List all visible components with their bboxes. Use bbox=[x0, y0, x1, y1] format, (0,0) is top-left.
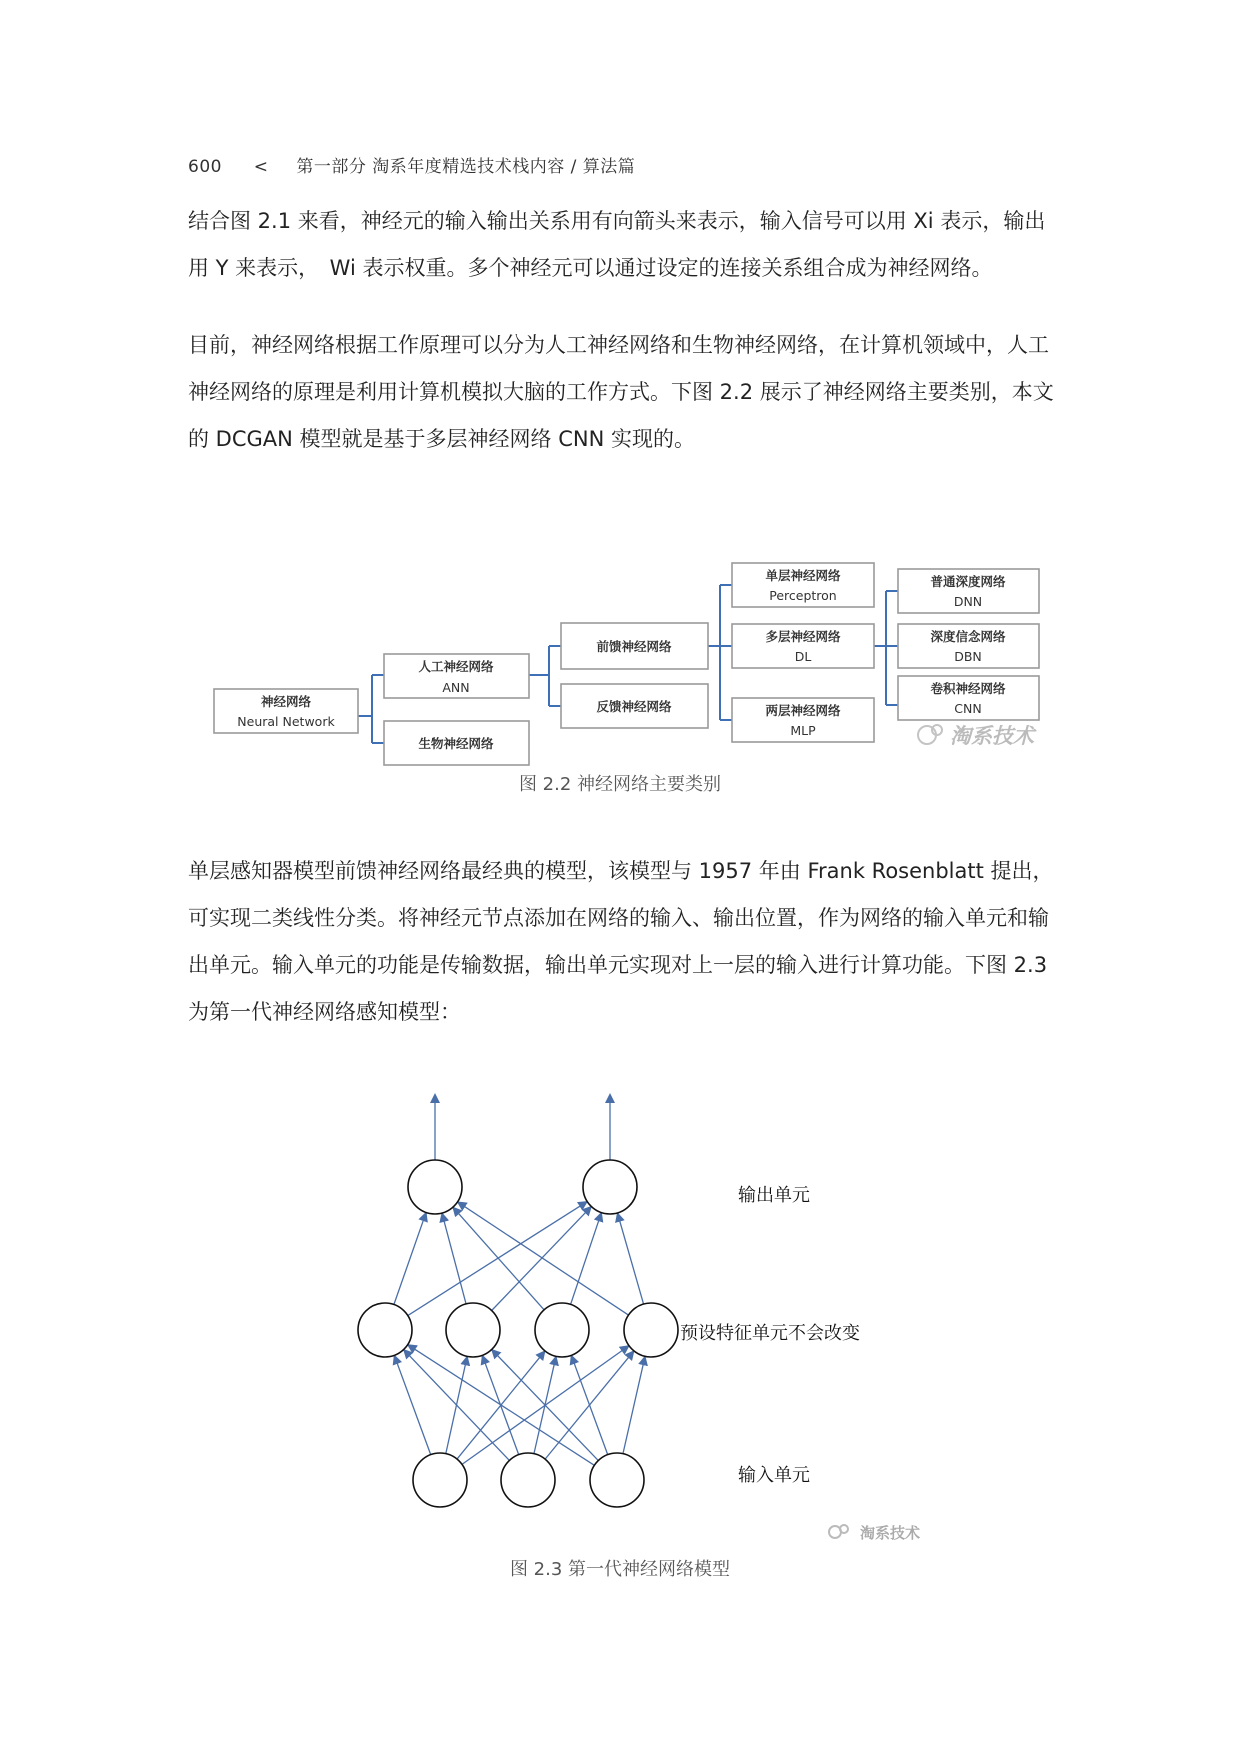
network-edge bbox=[442, 1214, 466, 1304]
input-node bbox=[501, 1453, 555, 1507]
svg-text:CNN: CNN bbox=[954, 701, 982, 716]
svg-text:前馈神经网络: 前馈神经网络 bbox=[596, 639, 672, 654]
svg-text:ANN: ANN bbox=[442, 680, 470, 695]
svg-text:深度信念网络: 深度信念网络 bbox=[930, 629, 1006, 644]
hidden-node bbox=[535, 1303, 589, 1357]
output-units-label: 输出单元 bbox=[738, 1185, 810, 1206]
svg-text:生物神经网络: 生物神经网络 bbox=[418, 736, 494, 751]
output-node bbox=[408, 1160, 462, 1214]
network-edge bbox=[454, 1208, 544, 1310]
network-edge bbox=[458, 1202, 628, 1315]
input-units-label: 输入单元 bbox=[738, 1465, 810, 1486]
page-number: 600 bbox=[188, 157, 222, 177]
svg-text:DBN: DBN bbox=[954, 649, 982, 664]
network-edge bbox=[572, 1356, 608, 1454]
watermark-logo-icon-2 bbox=[829, 1525, 848, 1538]
network-edge bbox=[618, 1214, 644, 1304]
paragraph-3: 单层感知器模型前馈神经网络最经典的模型，该模型与 1957 年由 Frank Rosenblatt 提出，可实现二类线性分类。将神经元节点添加在网络的输入、输出位置，作为网络的输入单元和输出单元。输入单元的功能是传输数据，输出单元实现对上一层的输入进行计算功能。下图 2.3 为第一代神经网络感知模型： bbox=[188, 859, 1054, 1024]
hidden-node bbox=[446, 1303, 500, 1357]
svg-text:DNN: DNN bbox=[953, 594, 983, 609]
network-edge bbox=[492, 1350, 598, 1460]
network-edge bbox=[492, 1207, 591, 1310]
network-edge bbox=[571, 1214, 601, 1305]
section-title: 第一部分 淘系年度精选技术栈内容 / 算法篇 bbox=[296, 157, 636, 177]
svg-text:多层神经网络: 多层神经网络 bbox=[765, 629, 841, 644]
svg-text:反馈神经网络: 反馈神经网络 bbox=[596, 699, 672, 714]
network-edge bbox=[409, 1345, 595, 1465]
watermark-text: 淘系技术 bbox=[950, 724, 1034, 748]
svg-text:两层神经网络: 两层神经网络 bbox=[765, 703, 841, 718]
svg-text:神经网络: 神经网络 bbox=[260, 694, 312, 709]
hidden-node bbox=[358, 1303, 412, 1357]
input-node bbox=[413, 1453, 467, 1507]
svg-text:人工神经网络: 人工神经网络 bbox=[418, 659, 494, 674]
header-separator: < bbox=[253, 157, 269, 177]
svg-text:DL: DL bbox=[794, 649, 812, 664]
watermark-text-2: 淘系技术 bbox=[860, 1524, 921, 1542]
network-edge bbox=[408, 1202, 587, 1315]
figure-2-2-caption: 图 2.2 神经网络主要类别 bbox=[518, 774, 722, 795]
network-edge bbox=[395, 1356, 431, 1454]
paragraph-1: 结合图 2.1 来看，神经元的输入输出关系用有向箭头来表示，输入信号可以用 Xi 表示，输出用 Y 来表示， Wi 表示权重。多个神经元可以通过设定的连接关系组合成为神经网络。 bbox=[188, 209, 1046, 280]
hidden-node bbox=[624, 1303, 678, 1357]
svg-text:普通深度网络: 普通深度网络 bbox=[930, 574, 1006, 589]
hidden-units-label: 预设特征单元不会改变 bbox=[680, 1323, 860, 1344]
output-node bbox=[583, 1160, 637, 1214]
figure-2-3-caption: 图 2.3 第一代神经网络模型 bbox=[509, 1559, 731, 1580]
network-edge bbox=[394, 1213, 426, 1304]
svg-text:卷积神经网络: 卷积神经网络 bbox=[930, 681, 1006, 696]
svg-text:单层神经网络: 单层神经网络 bbox=[765, 568, 841, 583]
network-edge bbox=[623, 1357, 645, 1453]
paragraph-2: 目前，神经网络根据工作原理可以分为人工神经网络和生物神经网络，在计算机领域中，人工神经网络的原理是利用计算机模拟大脑的工作方式。下图 2.2 展示了神经网络主要类别，本文的 DCGAN 模型就是基于多层神经网络 CNN 实现的。 bbox=[188, 333, 1054, 451]
input-node bbox=[590, 1453, 644, 1507]
network-nodes bbox=[358, 1160, 678, 1507]
svg-text:Neural Network: Neural Network bbox=[237, 714, 335, 729]
network-edges bbox=[394, 1202, 645, 1465]
svg-text:Perceptron: Perceptron bbox=[769, 588, 837, 603]
svg-text:MLP: MLP bbox=[790, 723, 816, 738]
network-edge bbox=[404, 1350, 509, 1460]
